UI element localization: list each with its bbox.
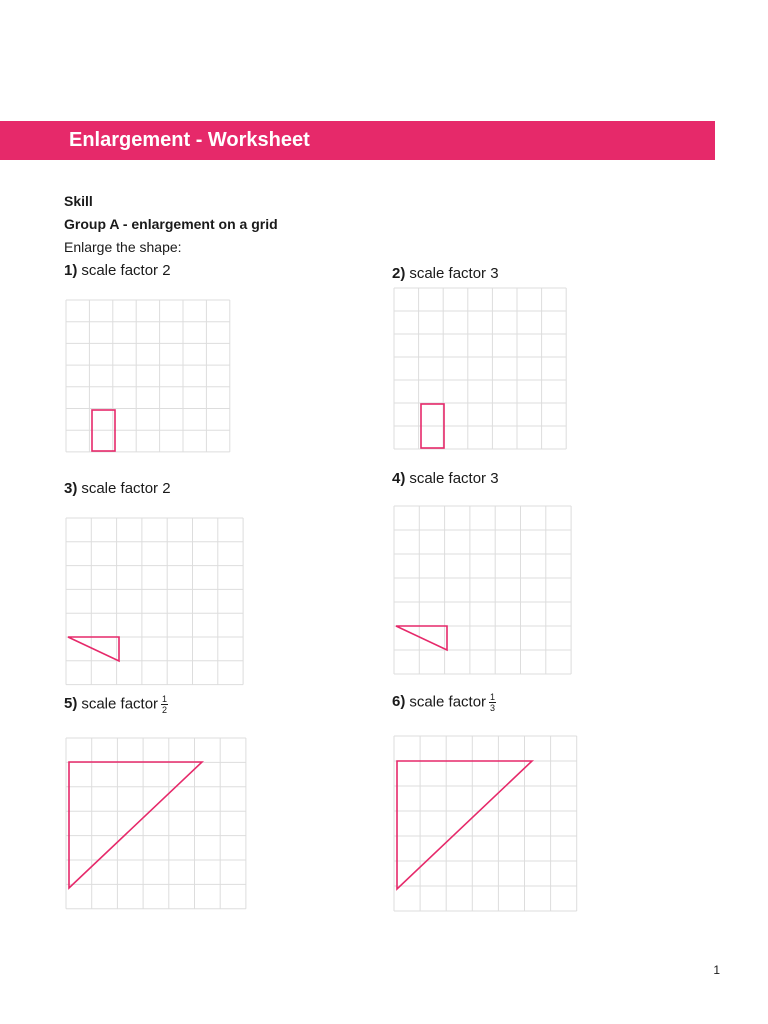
question-text: scale factor 3 — [409, 265, 499, 282]
question-number: 3) — [64, 480, 78, 497]
grid-5 — [66, 738, 248, 911]
grid-lines — [394, 288, 566, 449]
question-1-label — [64, 262, 171, 280]
skill-label: Skill — [64, 193, 93, 209]
grid-lines — [394, 736, 577, 911]
page-number: 1 — [713, 963, 720, 977]
grid-4 — [394, 506, 574, 676]
grid-lines — [394, 506, 571, 674]
page-title: Enlargement - Worksheet — [69, 129, 310, 151]
grid-2 — [394, 288, 568, 451]
shape-triangle — [68, 637, 119, 661]
question-5-label — [64, 694, 168, 715]
grid-lines — [66, 300, 230, 452]
question-3-label — [64, 480, 171, 498]
question-text: scale factor 3 — [409, 470, 499, 487]
grid-3 — [66, 518, 246, 686]
grid-6 — [394, 736, 579, 913]
question-text: scale factor — [81, 695, 159, 713]
question-number: 4) — [392, 470, 406, 487]
question-number: 1) — [64, 262, 78, 279]
grid-lines — [66, 518, 243, 685]
question-6-label — [392, 692, 496, 713]
fraction-denominator: 2 — [162, 705, 168, 715]
question-2-label — [392, 265, 499, 283]
fraction-numerator: 1 — [490, 692, 496, 702]
shape-triangle — [397, 761, 532, 889]
group-heading: Group A - enlargement on a grid — [64, 216, 278, 232]
question-number: 2) — [392, 265, 406, 282]
instruction-text: Enlarge the shape: — [64, 239, 182, 255]
title-banner — [0, 121, 715, 160]
fraction-denominator: 3 — [490, 703, 496, 713]
question-number: 5) — [64, 695, 78, 713]
fraction — [161, 694, 168, 715]
shape-triangle — [69, 762, 202, 888]
grid-lines — [66, 738, 246, 909]
fraction-numerator: 1 — [162, 694, 168, 704]
shape-triangle — [396, 626, 447, 650]
question-text: scale factor — [409, 693, 487, 711]
question-text: scale factor 2 — [81, 262, 171, 279]
question-4-label — [392, 470, 499, 488]
question-text: scale factor 2 — [81, 480, 171, 497]
fraction — [489, 692, 496, 713]
grid-1 — [66, 300, 232, 455]
question-number: 6) — [392, 693, 406, 711]
